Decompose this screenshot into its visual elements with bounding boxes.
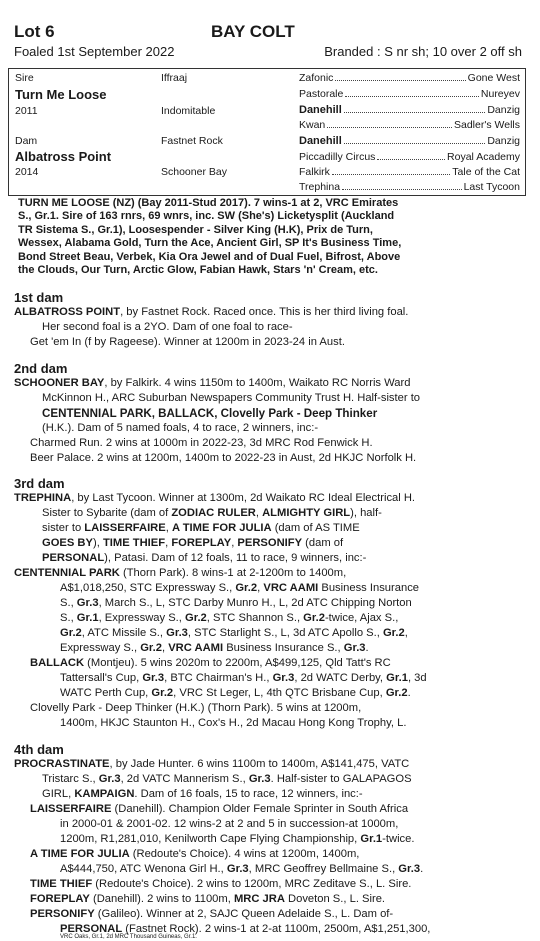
foaled-date: Foaled 1st September 2022 — [14, 44, 175, 59]
dam-line: TIME THIEF (Redoute's Choice). 2 wins to 1200m, MRC Zeditave S., L. Sire. — [30, 878, 412, 890]
sire-summary-line: TR Sistema S., Gr.1), Loosespender - Silver King (H.K), Prix de Turn, — [18, 223, 373, 236]
dam-line: TREPHINA, by Last Tycoon. Winner at 1300m, 2d Waikato RC Ideal Electrical H. — [14, 492, 416, 504]
ancestor-row: Piccadilly Circus Royal Academy — [299, 151, 520, 163]
dam-line: A$1,018,250, STC Expressway S., Gr.2, VRC AAMI Business Insurance — [60, 582, 420, 594]
dam-line: WATC Perth Cup, Gr.2, VRC St Leger, L, 4th QTC Brisbane Cup, Gr.2. — [60, 687, 411, 699]
dam-line: Expressway S., Gr.2, VRC AAMI Business Insurance S., Gr.3. — [60, 642, 369, 654]
dam-line: 1200m, R1,281,010, Kenilworth Cape Flying Championship, Gr.1-twice. — [60, 833, 415, 845]
dam-line: VRC Oaks, Gr.1, 2d MRC Thousand Guineas, Gr.1. — [60, 934, 197, 940]
dam-line: Clovelly Park - Deep Thinker (H.K.) (Thorn Park). 5 wins at 1200m, — [30, 702, 362, 714]
ancestor-row: Danehill Danzig — [299, 135, 520, 147]
dam-line: PERSONAL), Patasi. Dam of 12 foals, 11 to race, 9 winners, inc:- — [42, 552, 367, 564]
dam-line: sister to LAISSERFAIRE, A TIME FOR JULIA (dam of AS TIME — [42, 522, 360, 534]
dam-line: PROCRASTINATE, by Jade Hunter. 6 wins 1100m to 1400m, A$141,475, VATC — [14, 758, 410, 770]
sire-dam: Indomitable — [161, 105, 216, 117]
dam-line: A TIME FOR JULIA (Redoute's Choice). 4 wins at 1200m, 1400m, — [30, 848, 360, 860]
dam-line: Charmed Run. 2 wins at 1000m in 2022-23, 3d MRC Rod Fenwick H. — [30, 437, 373, 449]
sire-label: Sire — [15, 72, 34, 84]
dam-line: CENTENNIAL PARK (Thorn Park). 8 wins-1 at 2-1200m to 1400m, — [14, 567, 347, 579]
dam-label: Dam — [15, 135, 38, 147]
ancestor-row: Zafonic Gone West — [299, 72, 520, 84]
dam-line: McKinnon H., ARC Suburban Newspapers Community Trust H. Half-sister to — [42, 392, 421, 404]
dam-line: LAISSERFAIRE (Danehill). Champion Older Female Sprinter in South Africa — [30, 803, 409, 815]
sire-summary-line: the Clouds, Our Turn, Arctic Glow, Fabian Hawk, Stars 'n' Cream, etc. — [18, 264, 378, 277]
sire-summary-line: TURN ME LOOSE (NZ) (Bay 2011-Stud 2017). 7 wins-1 at 2, VRC Emirates — [18, 197, 399, 209]
ancestor-row: Kwan Sadler's Wells — [299, 119, 520, 131]
dam-line: Tattersall's Cup, Gr.3, BTC Chairman's H., Gr.3, 2d WATC Derby, Gr.1, 3d — [60, 672, 427, 684]
ancestor-row: Pastorale Nureyev — [299, 88, 520, 100]
dam-line: CENTENNIAL PARK, BALLACK, Clovelly Park - Deep Thinker — [42, 407, 378, 420]
dam-line: Beer Palace. 2 wins at 1200m, 1400m to 2022-23 in Aust, 2d HKJC Norfolk H. — [30, 452, 417, 464]
ancestor-row: Falkirk Tale of the Cat — [299, 166, 520, 178]
sex-colour: BAY COLT — [211, 22, 295, 41]
dam-line: S., Gr.1, Expressway S., Gr.2, STC Shannon S., Gr.2-twice, Ajax S., — [60, 612, 399, 624]
sire-summary-line: Bond Street Beau, Verbek, Kia Ora Jewel and of Dual Fuel, Bifrost, Above — [18, 250, 401, 263]
dam-line: GOES BY), TIME THIEF, FOREPLAY, PERSONIFY (dam of — [42, 537, 344, 549]
dam-line: SCHOONER BAY, by Falkirk. 4 wins 1150m to 1400m, Waikato RC Norris Ward — [14, 377, 411, 389]
first-dam-heading: 1st dam — [14, 290, 64, 305]
sire-sire: Iffraaj — [161, 72, 188, 84]
dam-line: 1400m, HKJC Staunton H., Cox's H., 2d Macau Hong Kong Trophy, L. — [60, 717, 407, 729]
dam-line: Gr.2, ATC Missile S., Gr.3, STC Starlight S., L, 3d ATC Apollo S., Gr.2, — [60, 627, 408, 639]
pedigree-table — [8, 68, 526, 196]
dam-dam: Schooner Bay — [161, 166, 227, 178]
dam-line: ALBATROSS POINT, by Fastnet Rock. Raced once. This is her third living foal. — [14, 306, 409, 318]
ancestor-row: Danehill Danzig — [299, 104, 520, 116]
second-dam-heading: 2nd dam — [14, 361, 68, 376]
dam-sire: Fastnet Rock — [161, 135, 223, 147]
dam-line: (H.K.). Dam of 5 named foals, 4 to race, 2 winners, inc:- — [42, 422, 319, 434]
dam-line: Tristarc S., Gr.3, 2d VATC Mannerism S., Gr.3. Half-sister to GALAPAGOS — [42, 773, 412, 785]
third-dam-heading: 3rd dam — [14, 476, 65, 491]
dam-name: Albatross Point — [15, 149, 112, 164]
dam-line: Sister to Sybarite (dam of ZODIAC RULER, ALMIGHTY GIRL), half- — [42, 507, 382, 519]
dam-line: S., Gr.3, March S., L, STC Darby Munro H., L, 2d ATC Chipping Norton — [60, 597, 412, 609]
dam-line: BALLACK (Montjeu). 5 wins 2020m to 2200m, A$499,125, Qld Tatt's RC — [30, 657, 391, 669]
ancestor-row: Trephina Last Tycoon — [299, 181, 520, 193]
dam-line: GIRL, KAMPAIGN. Dam of 16 foals, 15 to race, 12 winners, inc:- — [42, 788, 363, 800]
lot-number: Lot 6 — [14, 22, 55, 41]
dam-line: PERSONIFY (Galileo). Winner at 2, SAJC Queen Adelaide S., L. Dam of- — [30, 908, 394, 920]
brand-marks: Branded : S nr sh; 10 over 2 off sh — [324, 44, 522, 59]
sire-year: 2011 — [15, 105, 38, 117]
dam-line: Get 'em In (f by Rageese). Winner at 1200m in 2023-24 in Aust. — [30, 336, 345, 348]
sire-summary — [18, 197, 523, 277]
sire-summary-line: S., Gr.1. Sire of 163 rnrs, 69 wnrs, inc. SW (She's) Licketysplit (Auckland — [18, 210, 395, 223]
dam-year: 2014 — [15, 166, 39, 178]
sire-summary-line: Wessex, Alabama Gold, Turn the Ace, Ancient Girl, SP It's Business Time, — [18, 237, 402, 250]
fourth-dam-heading: 4th dam — [14, 742, 64, 757]
dam-line: PERSONAL (Fastnet Rock). 2 wins-1 at 2-at 1100m, 2500m, A$1,251,300, — [60, 923, 431, 935]
dam-line: in 2000-01 & 2001-02. 12 wins-2 at 2 and 5 in succession-at 1000m, — [60, 818, 399, 830]
dam-line: Her second foal is a 2YO. Dam of one foal to race- — [42, 321, 293, 333]
dam-line: A$444,750, ATC Wenona Girl H., Gr.3, MRC Geoffrey Bellmaine S., Gr.3. — [60, 863, 424, 875]
dam-line: FOREPLAY (Danehill). 2 wins to 1100m, MRC JRA Doveton S., L. Sire. — [30, 893, 386, 905]
sire-name: Turn Me Loose — [15, 87, 107, 102]
